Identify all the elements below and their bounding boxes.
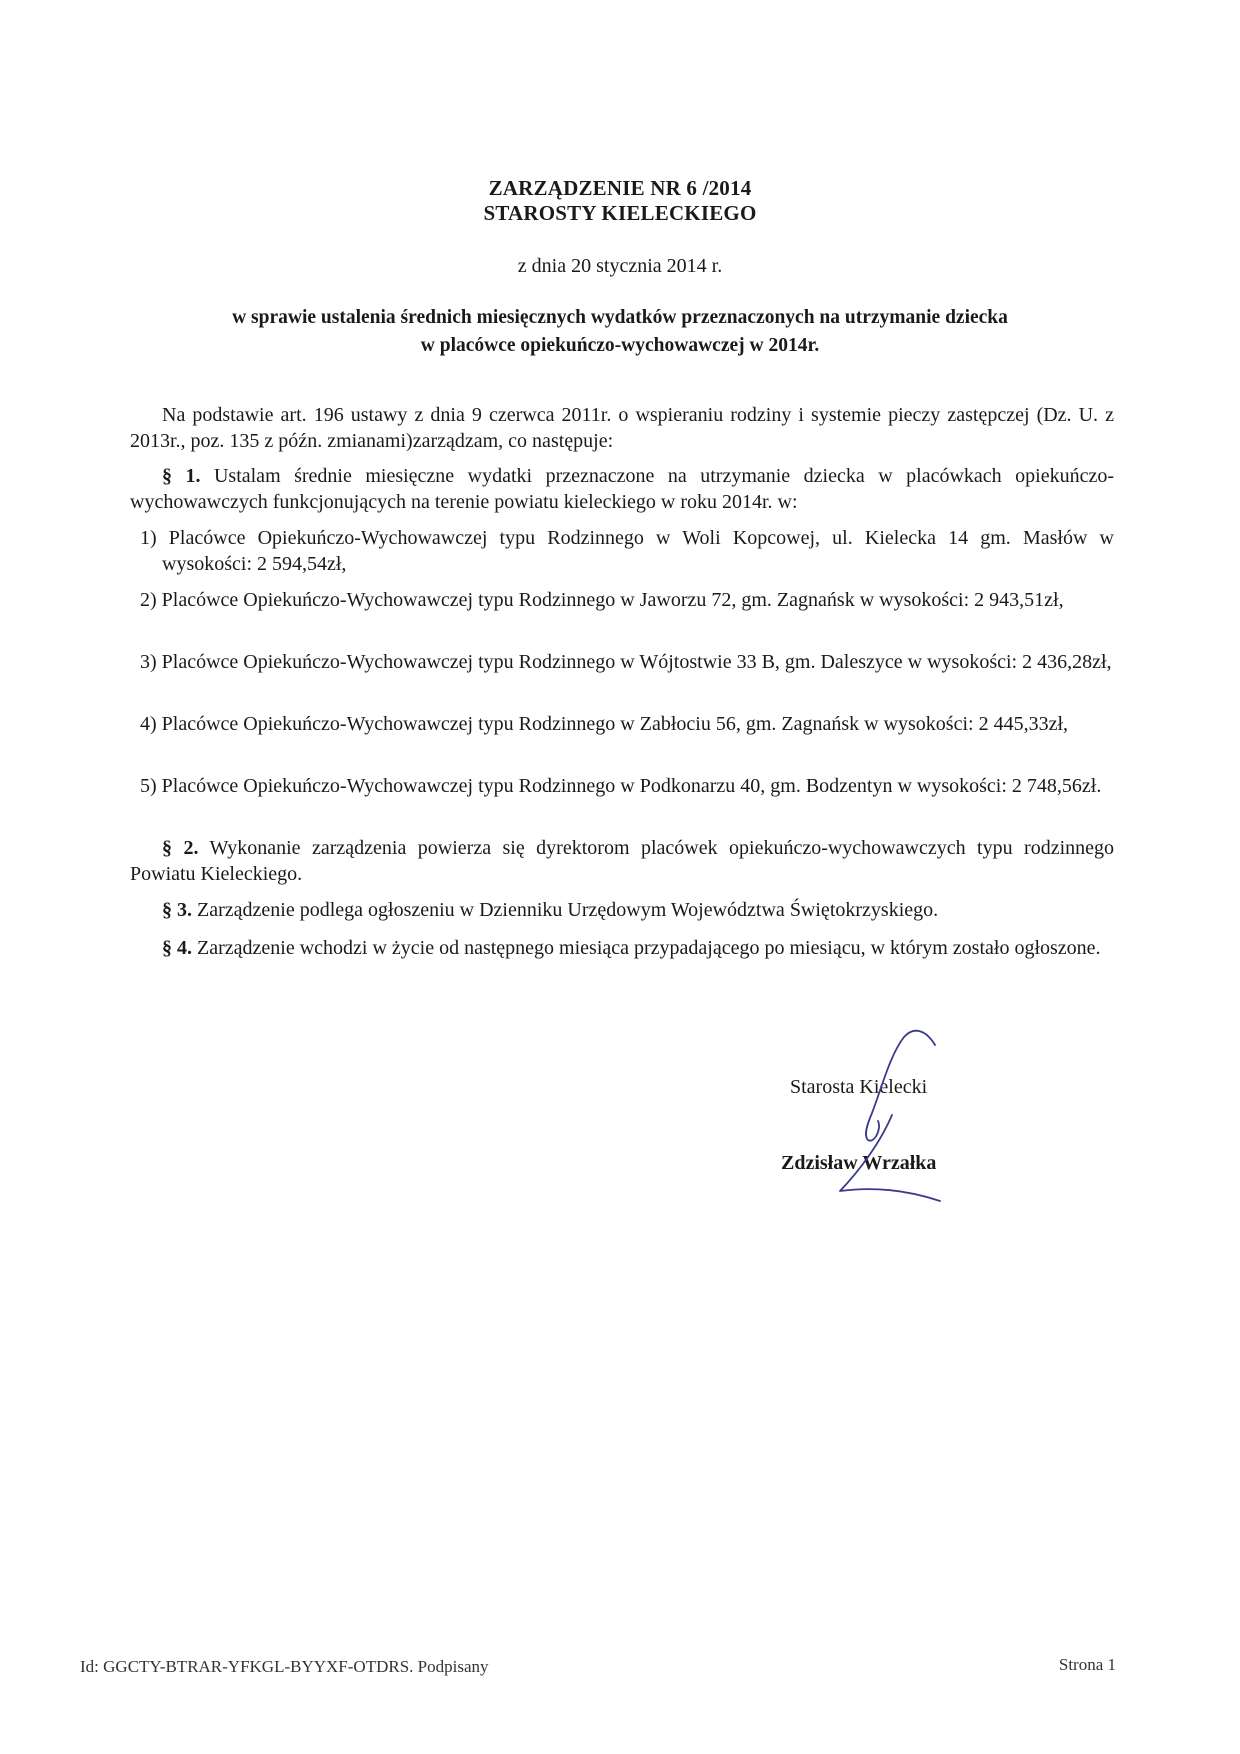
subject-line-2: w placówce opiekuńczo-wychowawczej w 2014r. bbox=[420, 335, 820, 356]
document-title: ZARZĄDZENIE NR 6 /2014 bbox=[488, 176, 752, 200]
section-3-text: Zarządzenie podlega ogłoszeniu w Dzienniku Urzędowym Województwa Świętokrzyskiego. bbox=[197, 899, 939, 921]
signatory-name: Zdzisław Wrzałka bbox=[781, 1152, 937, 1174]
section-1 bbox=[130, 463, 1114, 515]
list-item: 4) Placówce Opiekuńczo-Wychowawczej typu Rodzinnego w Zabłociu 56, gm. Zagnańsk w wysokości: 2 445,33zł, bbox=[140, 713, 1069, 735]
section-4 bbox=[130, 935, 1114, 961]
section-1-mark: § 1. bbox=[162, 465, 201, 487]
section-4-mark: § 4. bbox=[162, 937, 192, 959]
section-2 bbox=[130, 835, 1114, 887]
signatory-title: Starosta Kielecki bbox=[790, 1076, 928, 1098]
section-4-text: Zarządzenie wchodzi w życie od następnego miesiąca przypadającego po miesiącu, w którym zostało ogłoszone. bbox=[197, 937, 1101, 959]
list-item: 2) Placówce Opiekuńczo-Wychowawczej typu Rodzinnego w Jaworzu 72, gm. Zagnańsk w wysokości: 2 943,51zł, bbox=[140, 589, 1064, 611]
section-1-text: Ustalam średnie miesięczne wydatki przeznaczone na utrzymanie dziecka w placówkach opiekuńczo-wychowawczych funkcjonujących na terenie powiatu kieleckiego w roku 2014r. w: bbox=[130, 465, 1114, 513]
subject-line-1: w sprawie ustalenia średnich miesięcznych wydatków przeznaczonych na utrzymanie dziecka bbox=[232, 307, 1008, 328]
list-item: 5) Placówce Opiekuńczo-Wychowawczej typu Rodzinnego w Podkonarzu 40, gm. Bodzentyn w wysokości: 2 748,56zł. bbox=[140, 775, 1102, 797]
page-number: Strona 1 bbox=[1058, 1655, 1116, 1674]
section-3-mark: § 3. bbox=[162, 899, 192, 921]
list-item: 1) Placówce Opiekuńczo-Wychowawczej typu Rodzinnego w Woli Kopcowej, ul. Kielecka 14 gm. Masłów w wysokości: 2 594,54zł, bbox=[140, 527, 1114, 575]
preamble: Na podstawie art. 196 ustawy z dnia 9 czerwca 2011r. o wspieraniu rodziny i systemie pieczy zastępczej (Dz. U. z 2013r., poz. 135 z późn. zmianami)zarządzam, co następuje: bbox=[130, 404, 1114, 452]
section-2-text: Wykonanie zarządzenia powierza się dyrektorom placówek opiekuńczo-wychowawczych typu rodzinnego Powiatu Kieleckiego. bbox=[130, 837, 1115, 885]
document-id: Id: GGCTY-BTRAR-YFKGL-BYYXF-OTDRS. Podpisany bbox=[80, 1657, 489, 1676]
section-3 bbox=[130, 897, 1114, 923]
document-date: z dnia 20 stycznia 2014 r. bbox=[517, 255, 723, 277]
section-2-mark: § 2. bbox=[162, 837, 199, 859]
list-item: 3) Placówce Opiekuńczo-Wychowawczej typu Rodzinnego w Wójtostwie 33 B, gm. Daleszyce w wysokości: 2 436,28zł, bbox=[140, 651, 1112, 673]
document-issuer: STAROSTY KIELECKIEGO bbox=[483, 201, 757, 225]
handwritten-signature bbox=[780, 1015, 960, 1205]
